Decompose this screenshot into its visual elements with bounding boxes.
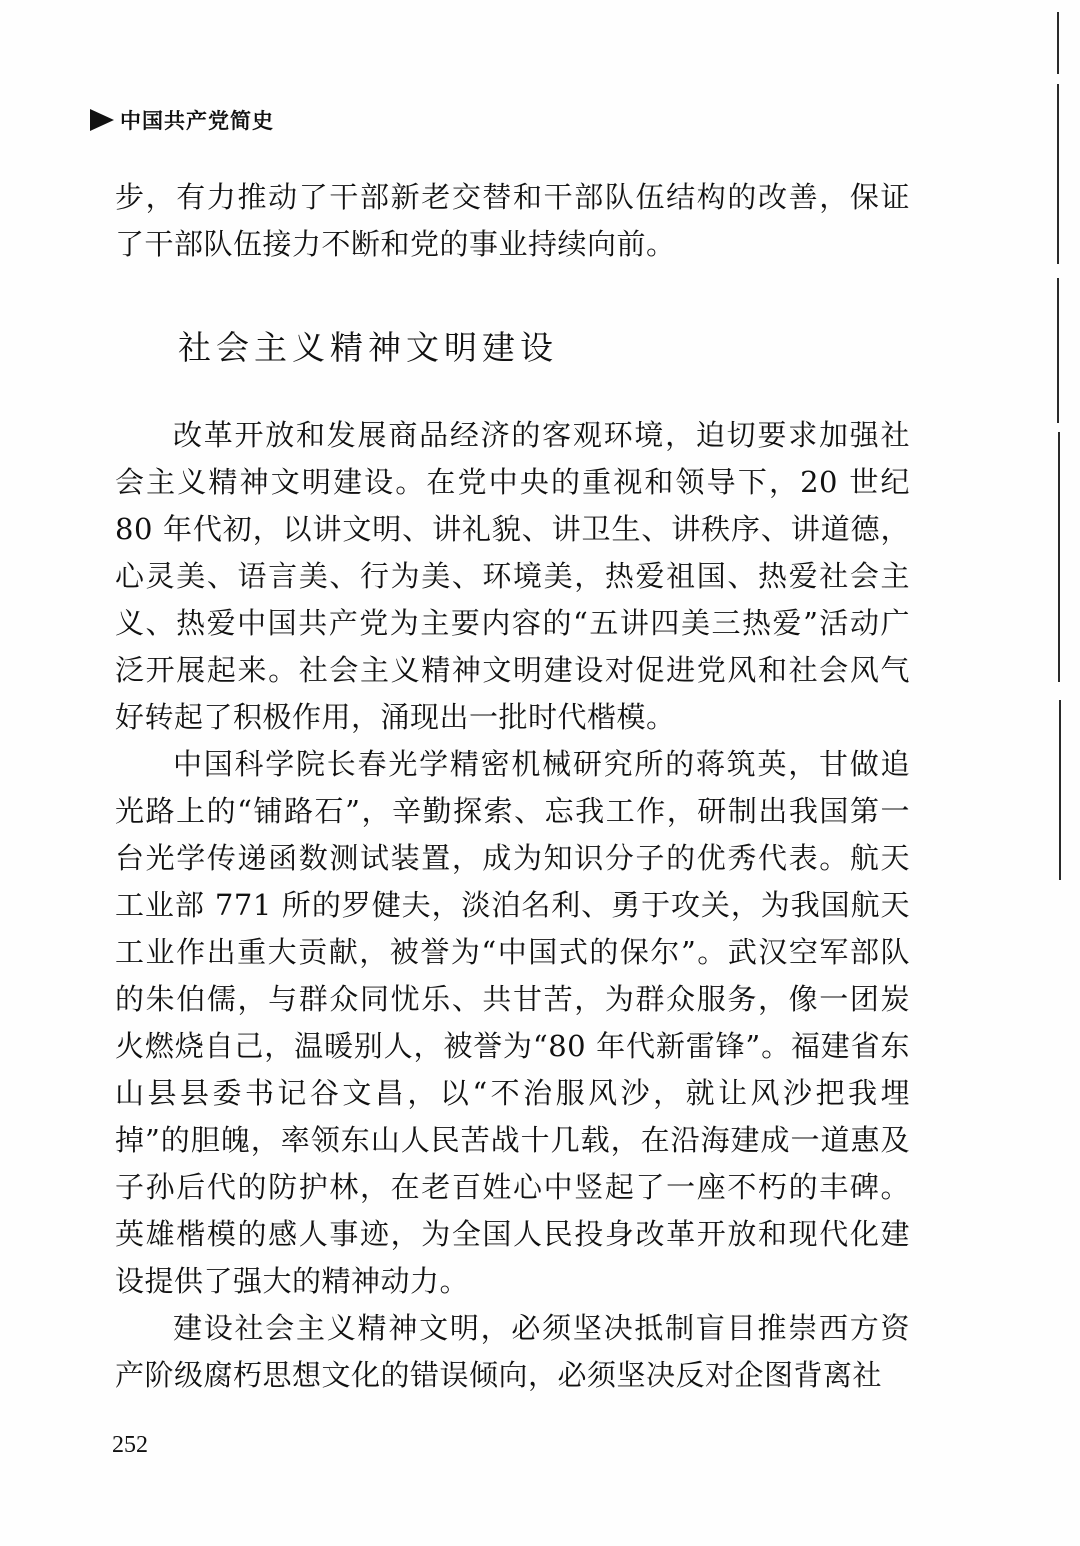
body-text-block (115, 412, 910, 1399)
body-paragraph: 中国科学院长春光学精密机械研究所的蒋筑英，甘做追光路上的“铺路石”，辛勤探索、忘我工作，研制出我国第一台光学传递函数测试装置，成为知识分子的优秀代表。航天工业部 771 所的罗健夫，淡泊名利、勇于攻关，为我国航天工业作出重大贡献，被誉为“中国式的保尔”。武汉空军部队的朱伯儒，与群众同忧乐、共甘苦，为群众服务，像一团炭火燃烧自己，温暖别人，被誉为“80 年代新雷锋”。福建省东山县县委书记谷文昌，以“不治服风沙，就让风沙把我埋掉”的胆魄，率领东山人民苦战十几载，在沿海建成一道惠及子孙后代的防护林，在老百姓心中竖起了一座不朽的丰碑。英雄楷模的感人事迹，为全国人民投身改革开放和现代化建设提供了强大的精神动力。 (115, 747, 910, 1298)
section-heading: 社会主义精神文明建设 (178, 328, 558, 367)
page-number: 252 (112, 1432, 148, 1458)
continuation-paragraph: 步，有力推动了干部新老交替和干部队伍结构的改善，保证了干部队伍接力不断和党的事业持续向前。 (115, 180, 910, 261)
body-paragraph: 建设社会主义精神文明，必须坚决抵制盲目推崇西方资产阶级腐朽思想文化的错误倾向，必须坚决反对企图背离社 (115, 1311, 910, 1392)
spine-edge-line (1059, 700, 1061, 880)
spine-edge-line (1058, 432, 1060, 682)
running-title: 中国共产党简史 (120, 109, 274, 133)
body-paragraph: 改革开放和发展商品经济的客观环境，迫切要求加强社会主义精神文明建设。在党中央的重视和领导下，20 世纪 80 年代初，以讲文明、讲礼貌、讲卫生、讲秩序、讲道德，心灵美、语言美、行为美、环境美，热爱祖国、热爱社会主义、热爱中国共产党为主要内容的“五讲四美三热爱”活动广泛开展起来。社会主义精神文明建设对促进党风和社会风气好转起了积极作用，涌现出一批时代楷模。 (115, 418, 910, 734)
running-header (90, 105, 274, 135)
triangle-marker-icon (90, 109, 114, 131)
spine-edge-line (1057, 278, 1059, 423)
spine-edge-line (1057, 12, 1059, 74)
continuation-text-block (115, 174, 910, 268)
spine-edge-line (1057, 84, 1059, 264)
